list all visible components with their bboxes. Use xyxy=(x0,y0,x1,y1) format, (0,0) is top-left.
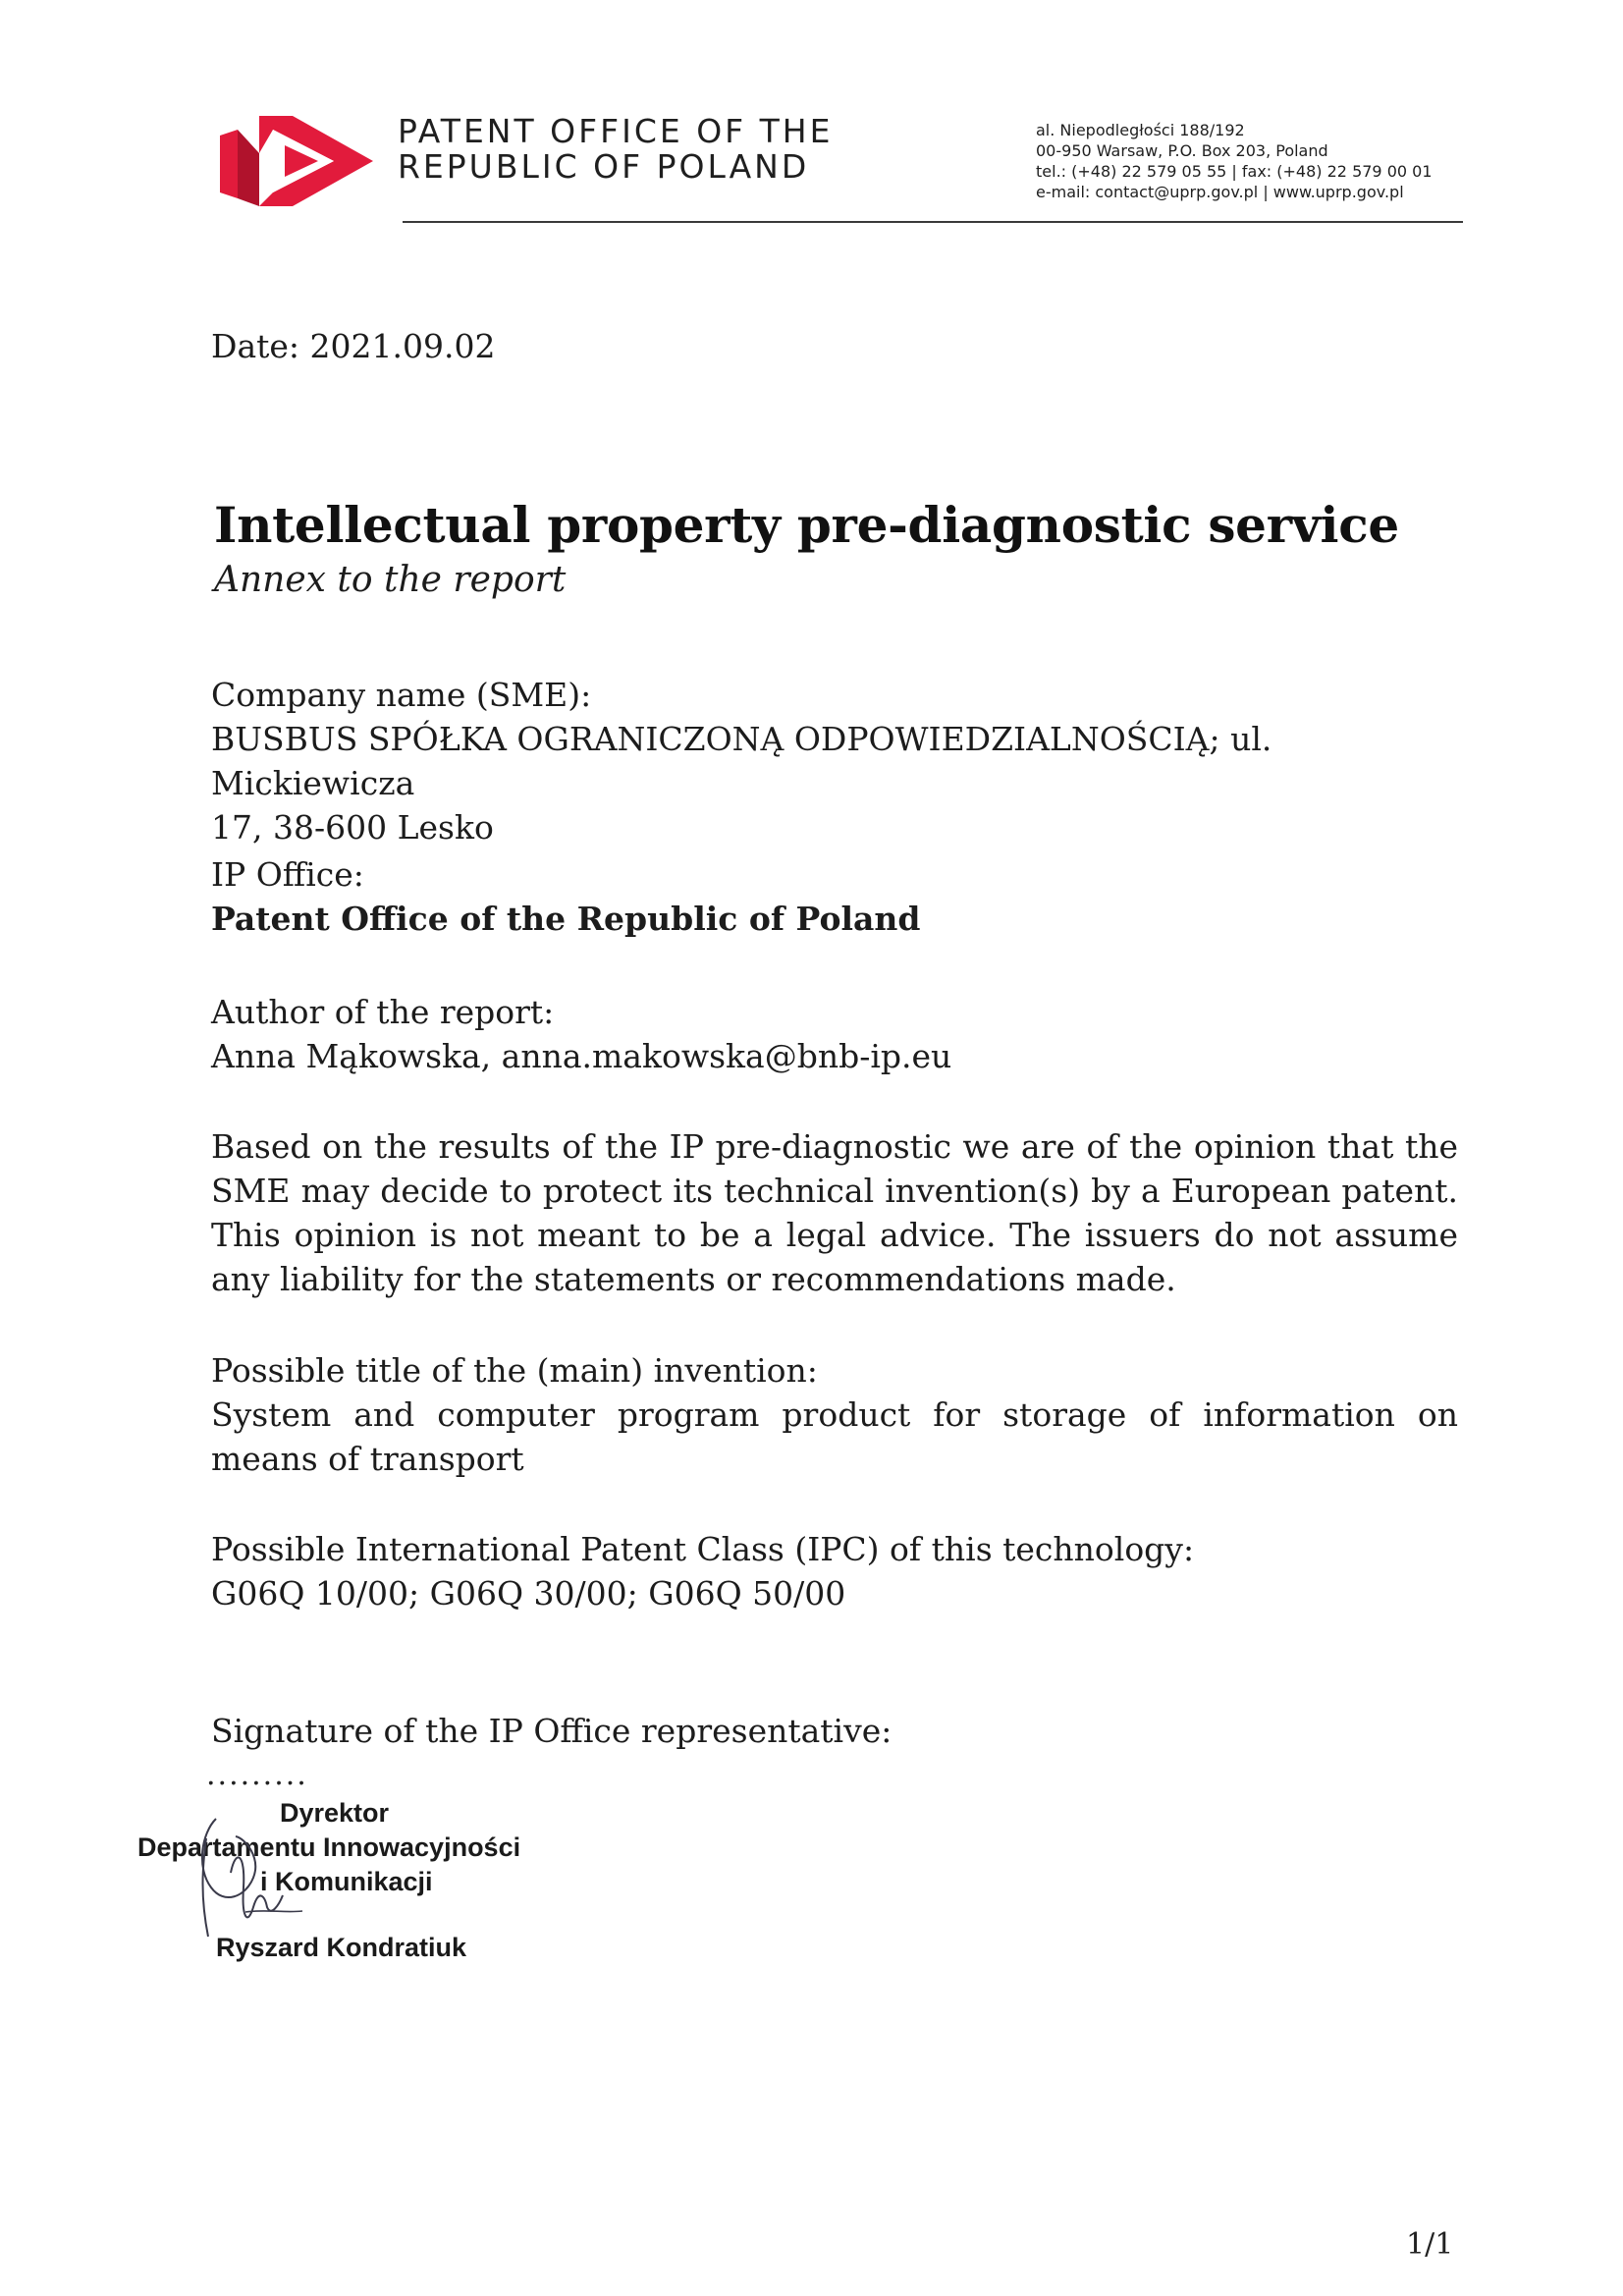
opinion-paragraph: Based on the results of the IP pre-diagnostic we are of the opinion that the SME may decide to protect its technical invention(s) by a European patent. This opinion is not meant to be a legal advice. The issuers do not assume any liability for the statements or recommendations made. xyxy=(211,1127,1458,1298)
company-value-line-1: BUSBUS SPÓŁKA OGRANICZONĄ ODPOWIEDZIALNOŚCIĄ; ul. Mickiewicza xyxy=(211,720,1272,802)
office-name xyxy=(398,114,833,185)
address-line-2: 00-950 Warsaw, P.O. Box 203, Poland xyxy=(1036,141,1328,160)
stamp-line-3: i Komunikacji xyxy=(260,1867,433,1896)
handwritten-signature xyxy=(177,1779,353,1956)
stamp-line-4: Ryszard Kondratiuk xyxy=(216,1933,467,1962)
author-value: Anna Mąkowska, anna.makowska@bnb-ip.eu xyxy=(211,1037,952,1075)
invention-title-value: System and computer program product for storage of information on means of transport xyxy=(211,1395,1458,1478)
author-label: Author of the report: xyxy=(211,993,555,1031)
contact-block xyxy=(1036,120,1433,202)
header-divider xyxy=(403,221,1463,223)
email-line: e-mail: contact@uprp.gov.pl | www.uprp.gov.pl xyxy=(1036,183,1404,201)
company-label: Company name (SME): xyxy=(211,676,592,714)
address-line-1: al. Niepodległości 188/192 xyxy=(1036,121,1245,139)
uprp-logo-icon xyxy=(216,116,373,206)
author-section xyxy=(211,990,1458,1078)
page-number: 1/1 xyxy=(1406,2227,1454,2262)
stamp-line-1: Dyrektor xyxy=(280,1798,390,1828)
office-name-line-1: PATENT OFFICE OF THE xyxy=(398,112,834,150)
ipc-value: G06Q 10/00; G06Q 30/00; G06Q 50/00 xyxy=(211,1574,846,1613)
document-subtitle: Annex to the report xyxy=(214,560,567,600)
document-title: Intellectual property pre-diagnostic service xyxy=(214,496,1399,554)
company-section xyxy=(211,673,1458,849)
signature-dots: ......... xyxy=(206,1758,308,1792)
office-name-line-2: REPUBLIC OF POLAND xyxy=(398,147,810,186)
signature-label: Signature of the IP Office representative: xyxy=(211,1712,893,1750)
invention-section xyxy=(211,1348,1458,1481)
ip-office-section xyxy=(211,852,1458,941)
ipc-section xyxy=(211,1527,1458,1615)
document-date: Date: 2021.09.02 xyxy=(211,327,496,365)
phone-line: tel.: (+48) 22 579 05 55 | fax: (+48) 22 579 00 01 xyxy=(1036,162,1433,181)
stamp-line-2: Departamentu Innowacyjności xyxy=(137,1832,521,1862)
ip-office-value: Patent Office of the Republic of Poland xyxy=(211,900,921,938)
ipc-label: Possible International Patent Class (IPC) of this technology: xyxy=(211,1530,1195,1568)
ip-office-label: IP Office: xyxy=(211,855,364,894)
invention-title-label: Possible title of the (main) invention: xyxy=(211,1351,818,1390)
company-value-line-2: 17, 38-600 Lesko xyxy=(211,808,494,847)
